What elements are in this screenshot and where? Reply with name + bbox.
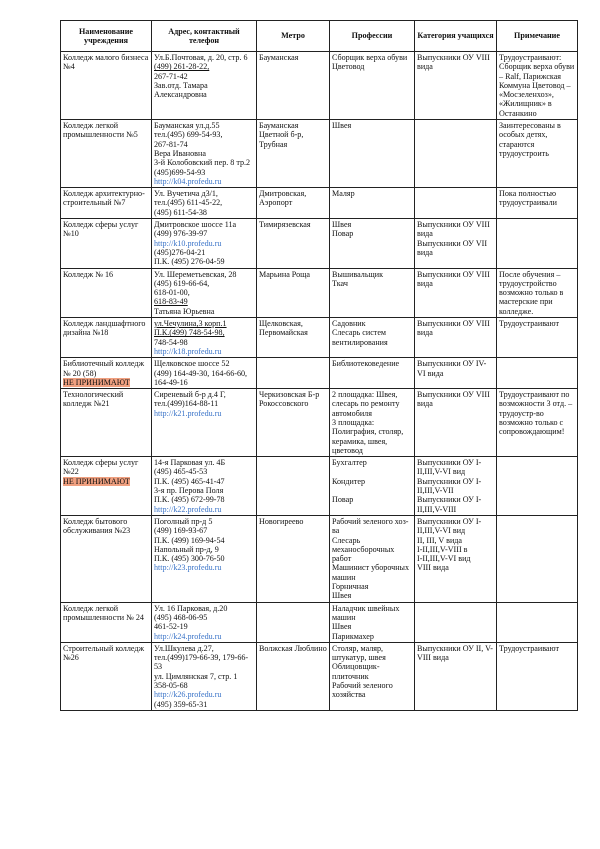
- cell-category: [415, 268, 497, 317]
- cell-name: [61, 358, 152, 389]
- cell-metro: [257, 515, 330, 602]
- cell-line: Швея: [332, 121, 352, 131]
- cell-line: Ткач: [332, 278, 348, 288]
- cell-address: [152, 642, 257, 710]
- cell-line: Колледж № 16: [63, 269, 114, 279]
- cell-line: 618-01-00,: [154, 288, 190, 298]
- cell-line: Горничная: [332, 582, 369, 592]
- cell-note: [497, 188, 578, 219]
- cell-professions: [330, 52, 415, 120]
- cell-line: Выпускники ОУ II, V-VIII вида: [417, 643, 493, 663]
- cell-line: VIII вида: [417, 563, 449, 573]
- cell-line: Садовник: [332, 319, 366, 329]
- cell-note: [497, 120, 578, 188]
- cell-name: [61, 120, 152, 188]
- cell-line: Трудоустраивают: Сборщик верха обуви – Ralf, Парижская Коммуна Цветовод – «Мосзеленхоз», «Жилищник» в Останкино: [499, 53, 575, 118]
- cell-line: Трудоустраивают: [499, 319, 559, 329]
- cell-professions: [330, 642, 415, 710]
- header-institution: Наименование учреждения: [61, 21, 152, 52]
- cell-professions: [330, 457, 415, 516]
- cell-line: I-II,III,V-VIII в: [417, 544, 468, 554]
- cell-address: [152, 389, 257, 457]
- table-body: [61, 52, 578, 711]
- cell-line: Марьина Роща: [259, 269, 310, 279]
- cell-line: Выпускники ОУ VIII вида: [417, 220, 490, 239]
- cell-line: Машинист уборочных машин: [332, 563, 410, 582]
- not-accepting-badge: НЕ ПРИНИМАЮТ: [63, 476, 130, 486]
- cell-category: [415, 219, 497, 268]
- website-link[interactable]: http://k23.profedu.ru: [154, 563, 222, 573]
- cell-line: Наладчик швейных машин: [332, 603, 400, 622]
- cell-line: (495) 611-54-38: [154, 207, 207, 217]
- cell-line: ул.Чечулина,3 корп.1: [154, 319, 227, 329]
- table-row: [61, 389, 578, 457]
- cell-line: П.К. (495) 300-76-50: [154, 554, 225, 564]
- cell-line: Щелковская, Первомайская: [259, 319, 308, 338]
- cell-name: [61, 188, 152, 219]
- cell-professions: [330, 268, 415, 317]
- cell-note: [497, 602, 578, 642]
- cell-line: 14-я Парковая ул. 4Б: [154, 458, 226, 468]
- cell-line: Библиотековедение: [332, 359, 400, 369]
- cell-metro: [257, 219, 330, 268]
- cell-line: Рабочий зеленого хоз-ва: [332, 516, 409, 536]
- cell-line: 358-05-68: [154, 681, 188, 690]
- cell-line: Строительный колледж №26: [63, 643, 145, 663]
- cell-professions: [330, 389, 415, 457]
- cell-line: Рабочий зеленого хозяйства: [332, 681, 393, 700]
- cell-line: Колледж легкой промышленности № 24: [63, 603, 144, 622]
- cell-address: [152, 219, 257, 268]
- cell-name: [61, 457, 152, 516]
- cell-line: Тимирязевская: [259, 220, 311, 230]
- cell-line: Трудоустраивают: [499, 643, 559, 653]
- table-header-row: [61, 21, 578, 52]
- cell-line: Ул.Б.Почтовая, д. 20, стр. 6: [154, 53, 248, 62]
- cell-metro: [257, 318, 330, 358]
- cell-line: (499) 169-93-67: [154, 526, 208, 536]
- cell-line: ул. Цимлянская 7, стр. 1: [154, 671, 238, 681]
- cell-line: (495)276-04-21: [154, 247, 206, 257]
- cell-line: Поголный пр-д 5: [154, 516, 213, 526]
- cell-address: [152, 120, 257, 188]
- website-link[interactable]: http://k24.profedu.ru: [154, 631, 222, 641]
- cell-line: Зав.отд. Тамара Александровна: [154, 80, 208, 100]
- cell-name: [61, 219, 152, 268]
- cell-category: [415, 457, 497, 516]
- cell-line: (499) 976-39-97: [154, 229, 208, 239]
- cell-line: Выпускники ОУ I-II,III,V-VI вид: [417, 516, 482, 536]
- cell-line: П.К. (499) 169-94-54: [154, 535, 225, 545]
- cell-name: [61, 52, 152, 120]
- cell-line: Ул. 16 Парковая, д.20: [154, 603, 228, 613]
- cell-line: Дмитровская, Аэропорт: [259, 189, 307, 208]
- table-row: [61, 457, 578, 516]
- cell-professions: [330, 188, 415, 219]
- cell-line: Швея: [332, 591, 352, 601]
- cell-note: [497, 389, 578, 457]
- cell-address: [152, 318, 257, 358]
- cell-note: [497, 52, 578, 120]
- cell-note: [497, 457, 578, 516]
- cell-line: (495) 619-66-64,: [154, 278, 210, 288]
- table-row: [61, 120, 578, 188]
- cell-name: [61, 389, 152, 457]
- website-link[interactable]: http://k22.profedu.ru: [154, 504, 222, 514]
- cell-name: [61, 268, 152, 317]
- cell-address: [152, 268, 257, 317]
- cell-line: Выпускники ОУ VIII вида: [417, 390, 490, 409]
- cell-line: Колледж архитектурно-строительный №7: [63, 189, 145, 208]
- table-row: [61, 358, 578, 389]
- cell-line: П.К. (495) 276-04-59: [154, 257, 225, 267]
- cell-metro: [257, 52, 330, 120]
- cell-line: (495)699-54-93: [154, 167, 206, 177]
- cell-metro: [257, 268, 330, 317]
- cell-line: (495) 359-65-31: [154, 699, 208, 709]
- cell-line: Новогиреево: [259, 516, 304, 526]
- cell-line: Маляр: [332, 189, 355, 199]
- cell-metro: [257, 457, 330, 516]
- cell-line: Вера Ивановна: [154, 148, 206, 158]
- cell-line: I-II,III,V-VI вид: [417, 554, 471, 564]
- cell-metro: [257, 602, 330, 642]
- cell-line: Выпускники ОУ VII вида: [417, 238, 488, 257]
- cell-line: Волжская Люблино: [259, 643, 327, 653]
- cell-category: [415, 642, 497, 710]
- cell-line: 267-71-42: [154, 71, 188, 81]
- cell-line: Выпускники ОУ VIII вида: [417, 319, 490, 338]
- cell-metro: [257, 642, 330, 710]
- cell-line: Бауманская Цветной б-р, Трубная: [259, 121, 304, 149]
- cell-line: Напольный пр-д, 9: [154, 544, 219, 554]
- cell-line: Швея: [332, 220, 352, 230]
- cell-category: [415, 358, 497, 389]
- cell-address: [152, 515, 257, 602]
- cell-line: Цветовод: [332, 62, 365, 72]
- not-accepting-badge: НЕ ПРИНИМАЮТ: [63, 377, 130, 387]
- cell-line: [332, 486, 412, 495]
- cell-line: 461-52-19: [154, 622, 188, 632]
- header-category: Категория учащихся: [415, 21, 497, 52]
- cell-address: [152, 188, 257, 219]
- cell-line: (499) 164-49-30, 164-66-60, 164-49-16: [154, 368, 248, 387]
- cell-category: [415, 389, 497, 457]
- cell-line: Дмитровское шоссе 11а: [154, 220, 237, 230]
- table-row: [61, 268, 578, 317]
- cell-note: [497, 318, 578, 358]
- cell-category: [415, 188, 497, 219]
- colleges-table: [60, 20, 578, 711]
- cell-note: [497, 268, 578, 317]
- cell-line: Парикмахер: [332, 631, 374, 641]
- cell-professions: [330, 120, 415, 188]
- cell-note: [497, 219, 578, 268]
- cell-line: Колледж сферы услуг №10: [63, 220, 139, 239]
- cell-address: [152, 602, 257, 642]
- cell-address: [152, 52, 257, 120]
- cell-line: 3 площадка: Полиграфия, столяр, керамика, швея, цветовод: [332, 417, 404, 455]
- cell-category: [415, 52, 497, 120]
- cell-line: тел.(499)179-66-39, 179-66-53: [154, 653, 249, 672]
- cell-name: [61, 642, 152, 710]
- table-row: [61, 219, 578, 268]
- cell-line: Пока полностью трудоустраивали: [499, 189, 557, 208]
- cell-line: Бауманская ул.д.55: [154, 121, 220, 131]
- cell-line: Слесарь механосборочных работ: [332, 535, 395, 564]
- cell-metro: [257, 389, 330, 457]
- cell-metro: [257, 120, 330, 188]
- cell-line: Татьяна Юрьевна: [154, 306, 215, 316]
- cell-line: Сиреневый б-р д.4 Г,: [154, 390, 226, 400]
- cell-line: Сборщик верха обуви: [332, 53, 408, 62]
- cell-line: 748-54-98: [154, 337, 188, 347]
- cell-name: [61, 602, 152, 642]
- cell-line: тел.(495) 611-45-22,: [154, 198, 223, 208]
- cell-line: Вышивальщик: [332, 269, 384, 279]
- cell-line: П.К.(499) 748-54-98,: [154, 328, 225, 338]
- cell-line: 3-я пр. Перова Поля: [154, 486, 224, 496]
- cell-line: Ул. Шереметьевская, 28: [154, 269, 237, 279]
- cell-line: Выпускники ОУ I-II,III,V-VII: [417, 476, 482, 496]
- cell-metro: [257, 188, 330, 219]
- cell-line: [332, 467, 412, 476]
- cell-line: Колледж сферы услуг №22: [63, 458, 139, 477]
- cell-note: [497, 358, 578, 389]
- cell-line: Заинтересованы в особых детях, стараются трудоустроить: [499, 121, 561, 158]
- website-link[interactable]: http://k10.profedu.ru: [154, 238, 222, 248]
- cell-line: Щелковское шоссе 52: [154, 359, 230, 369]
- header-metro: Метро: [257, 21, 330, 52]
- cell-line: Колледж ландшафтного дизайна №18: [63, 319, 146, 338]
- cell-line: Ул. Вучетича д3/1,: [154, 189, 218, 199]
- table-row: [61, 52, 578, 120]
- cell-line: Выпускники ОУ VIII вида: [417, 269, 490, 288]
- table-row: [61, 318, 578, 358]
- cell-professions: [330, 358, 415, 389]
- website-link[interactable]: http://k04.profedu.ru: [154, 176, 222, 186]
- cell-line: Трудоустраивают по возможности 3 отд. – трудоустр-во возможно только с сопровождающим!: [499, 390, 573, 437]
- cell-line: Столяр, маляр, штукатур, швея: [332, 643, 386, 663]
- cell-category: [415, 602, 497, 642]
- cell-line: П.К. (495) 465-41-47: [154, 476, 225, 486]
- header-address: Адрес, контактный телефон: [152, 21, 257, 52]
- cell-professions: [330, 318, 415, 358]
- cell-line: Выпускники ОУ I-II,III,V-VI вид: [417, 458, 482, 477]
- header-note: Примечание: [497, 21, 578, 52]
- cell-line: Выпускники ОУ VIII вида: [417, 53, 490, 72]
- cell-line: Ул.Шкулева д.27,: [154, 643, 214, 653]
- cell-metro: [257, 358, 330, 389]
- cell-name: [61, 318, 152, 358]
- cell-line: Облицовщик-плиточник: [332, 662, 380, 681]
- cell-line: Повар: [332, 495, 354, 505]
- cell-line: Черкизовская Б-р Рокоссовского: [259, 390, 320, 409]
- cell-note: [497, 515, 578, 602]
- cell-line: Колледж легкой промышленности №5: [63, 121, 138, 140]
- cell-line: После обучения – трудоустройство возможно только в мастерские при колледже.: [499, 269, 564, 316]
- cell-line: Технологический колледж №21: [63, 390, 124, 409]
- website-link[interactable]: http://k21.profedu.ru: [154, 408, 222, 418]
- cell-line: Бухгалтер: [332, 458, 367, 468]
- cell-line: Выпускники ОУ IV-VI вида: [417, 359, 487, 378]
- table-row: [61, 188, 578, 219]
- table-row: [61, 602, 578, 642]
- header-professions: Профессии: [330, 21, 415, 52]
- cell-line: 2 площадка: Швея, слесарь по ремонту автомобиля: [332, 390, 400, 418]
- cell-line: 3-й Колобовский пер. 8 тр.2: [154, 158, 251, 168]
- cell-line: П.К. (495) 672-99-78: [154, 495, 225, 505]
- cell-line: 618-83-49: [154, 297, 188, 307]
- cell-line: тел.(499)164-88-11: [154, 399, 219, 409]
- cell-line: (495) 465-45-53: [154, 467, 208, 477]
- cell-line: Библиотечный колледж № 20 (58): [63, 359, 145, 378]
- website-link[interactable]: http://k26.profedu.ru: [154, 690, 222, 700]
- cell-address: [152, 457, 257, 516]
- cell-line: Колледж бытового обслуживания №23: [63, 516, 131, 536]
- table-row: [61, 515, 578, 602]
- cell-line: Швея: [332, 622, 352, 632]
- cell-line: тел.(495) 699-54-93,: [154, 130, 223, 140]
- cell-line: Слесарь систем вентилирования: [332, 328, 388, 347]
- website-link[interactable]: http://k18.profedu.ru: [154, 346, 222, 356]
- cell-note: [497, 642, 578, 710]
- cell-professions: [330, 515, 415, 602]
- cell-line: II, III, V вида: [417, 535, 463, 545]
- cell-category: [415, 515, 497, 602]
- cell-line: (499) 261-28-22,: [154, 62, 210, 72]
- cell-category: [415, 120, 497, 188]
- cell-line: 267-81-74: [154, 139, 188, 149]
- cell-address: [152, 358, 257, 389]
- cell-line: Выпускники ОУ I-II,III,V-VIII: [417, 495, 482, 514]
- cell-line: Бауманская: [259, 53, 299, 62]
- cell-line: (495) 468-06-95: [154, 612, 208, 622]
- cell-name: [61, 515, 152, 602]
- cell-line: Кондитер: [332, 476, 365, 486]
- cell-category: [415, 318, 497, 358]
- cell-professions: [330, 602, 415, 642]
- cell-line: Колледж малого бизнеса №4: [63, 53, 149, 72]
- cell-line: Повар: [332, 229, 354, 239]
- cell-professions: [330, 219, 415, 268]
- table-row: [61, 642, 578, 710]
